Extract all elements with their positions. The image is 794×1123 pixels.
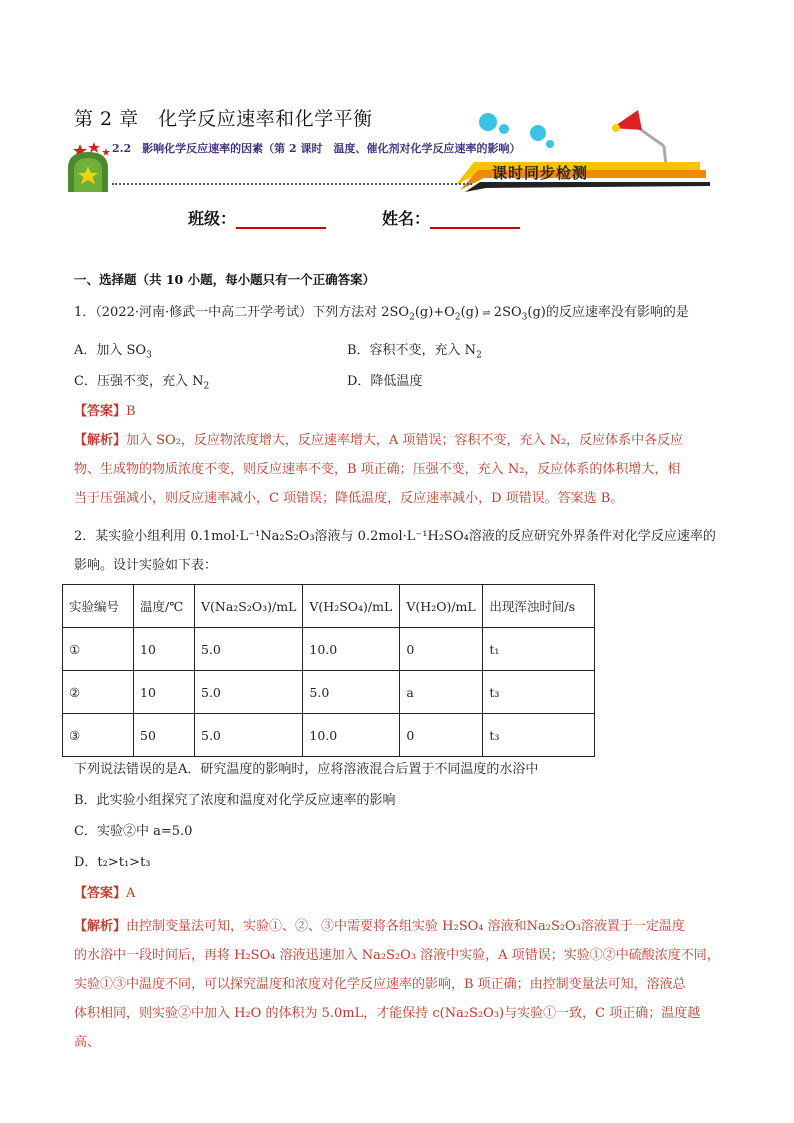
table-header: V(Na₂S₂O₃)/mL (195, 585, 303, 628)
q1-option-a: A．加入 $SO_3$ (74, 343, 152, 361)
table-header: V(H₂O)/mL (400, 585, 483, 628)
q1-option-b: B．容积不变，充入 $N_2$ (347, 343, 482, 361)
banner-dotted-line (112, 183, 472, 185)
q1-stem: 1．（2022·河南·修武一中高二开学考试）下列方法对 $2SO_2(g)+O_2(g)$ ⇌ $2SO_3(g)$的反应速率没有影响的是 (74, 305, 689, 323)
q1-option-c: C．压强不变，充入 $N_2$ (74, 374, 210, 392)
table-row: ③ 50 5.0 10.0 0 t₃ (63, 714, 595, 757)
table-row: ① 10 5.0 10.0 0 t₁ (63, 628, 595, 671)
experiment-table (62, 584, 595, 757)
table-header: 实验编号 (63, 585, 134, 628)
table-header-row (63, 585, 595, 628)
star-icon (88, 142, 100, 153)
star-icon (102, 148, 110, 156)
q2-answer: 【答案】A (74, 886, 136, 901)
chapter-title: 第 2 章 化学反应速率和化学平衡 (74, 108, 373, 130)
name-input-line[interactable] (430, 209, 520, 229)
lamp-icon (612, 110, 666, 166)
class-label: 班级： (188, 209, 237, 228)
class-field (188, 206, 326, 229)
banner-label: 课时同步检测 (492, 164, 589, 182)
name-label: 姓名： (382, 209, 431, 228)
name-field (382, 206, 520, 229)
q2-option-c: C．实验②中 a=5.0 (74, 824, 193, 839)
q2-analysis: 【解析】由控制变量法可知，实验①、②、③中需要将各组实验 H₂SO₄ 溶液和Na₂S₂O₃溶液置于一定温度 的水浴中一段时间后，再将 H₂SO₄ 溶液迅速加入 Na₂S₂O₃ 溶液中实验，A 项错误；实验①②中硫酸浓度不同， 实验①③中温度不同，可以探究温度和浓度对化学反应速率的影响，B 项正确；由控制变量法可知，溶液总 体积相同，则实验②中加入 H₂O 的体积为 5.0mL，才能保持 c(Na₂S₂O₃)与实验①一致，C 项正确；温度越高、 (74, 919, 720, 1050)
q1-option-d: D．降低温度 (347, 374, 423, 389)
table-row: ② 10 5.0 5.0 a t₃ (63, 671, 595, 714)
table-header: 温度/℃ (134, 585, 195, 628)
q2-option-b: B．此实验小组探究了浓度和温度对化学反应速率的影响 (74, 793, 396, 808)
q2-stem-line1: 2．某实验小组利用 0.1mol·L⁻¹Na₂S₂O₃溶液与 0.2mol·L⁻¹H₂SO₄溶液的反应研究外界条件对化学反应速率的 (74, 529, 716, 544)
q1-analysis: 【解析】加入 SO₂，反应物浓度增大，反应速率增大，A 项错误；容积不变，充入 N₂，反应体系中各反应 物、生成物的物质浓度不变，则反应速率不变，B 项正确；压强不变，充入 N₂，反应体系的体积增大，相 当于压强减小，则反应速率减小，C 项错误；降低温度，反应速率减小，D 项错误。答案选 B。 (74, 433, 684, 506)
q2-option-a: 下列说法错误的是A．研究温度的影响时，应将溶液混合后置于不同温度的水浴中 (74, 762, 539, 777)
q2-stem-line2: 影响。设计实验如下表： (74, 558, 218, 573)
section-title: 一、选择题（共 10 小题，每小题只有一个正确答案） (74, 272, 376, 287)
table-header: 出现浑浊时间/s (483, 585, 595, 628)
lesson-subtitle: 2.2 影响化学反应速率的因素（第 2 课时 温度、催化剂对化学反应速率的影响） (112, 142, 521, 155)
q1-answer: 【答案】B (74, 404, 136, 419)
bubble-icon (479, 113, 497, 131)
table-header: V(H₂SO₄)/mL (303, 585, 400, 628)
class-input-line[interactable] (236, 209, 326, 229)
q2-option-d: D．t₂>t₁>t₃ (74, 855, 151, 870)
